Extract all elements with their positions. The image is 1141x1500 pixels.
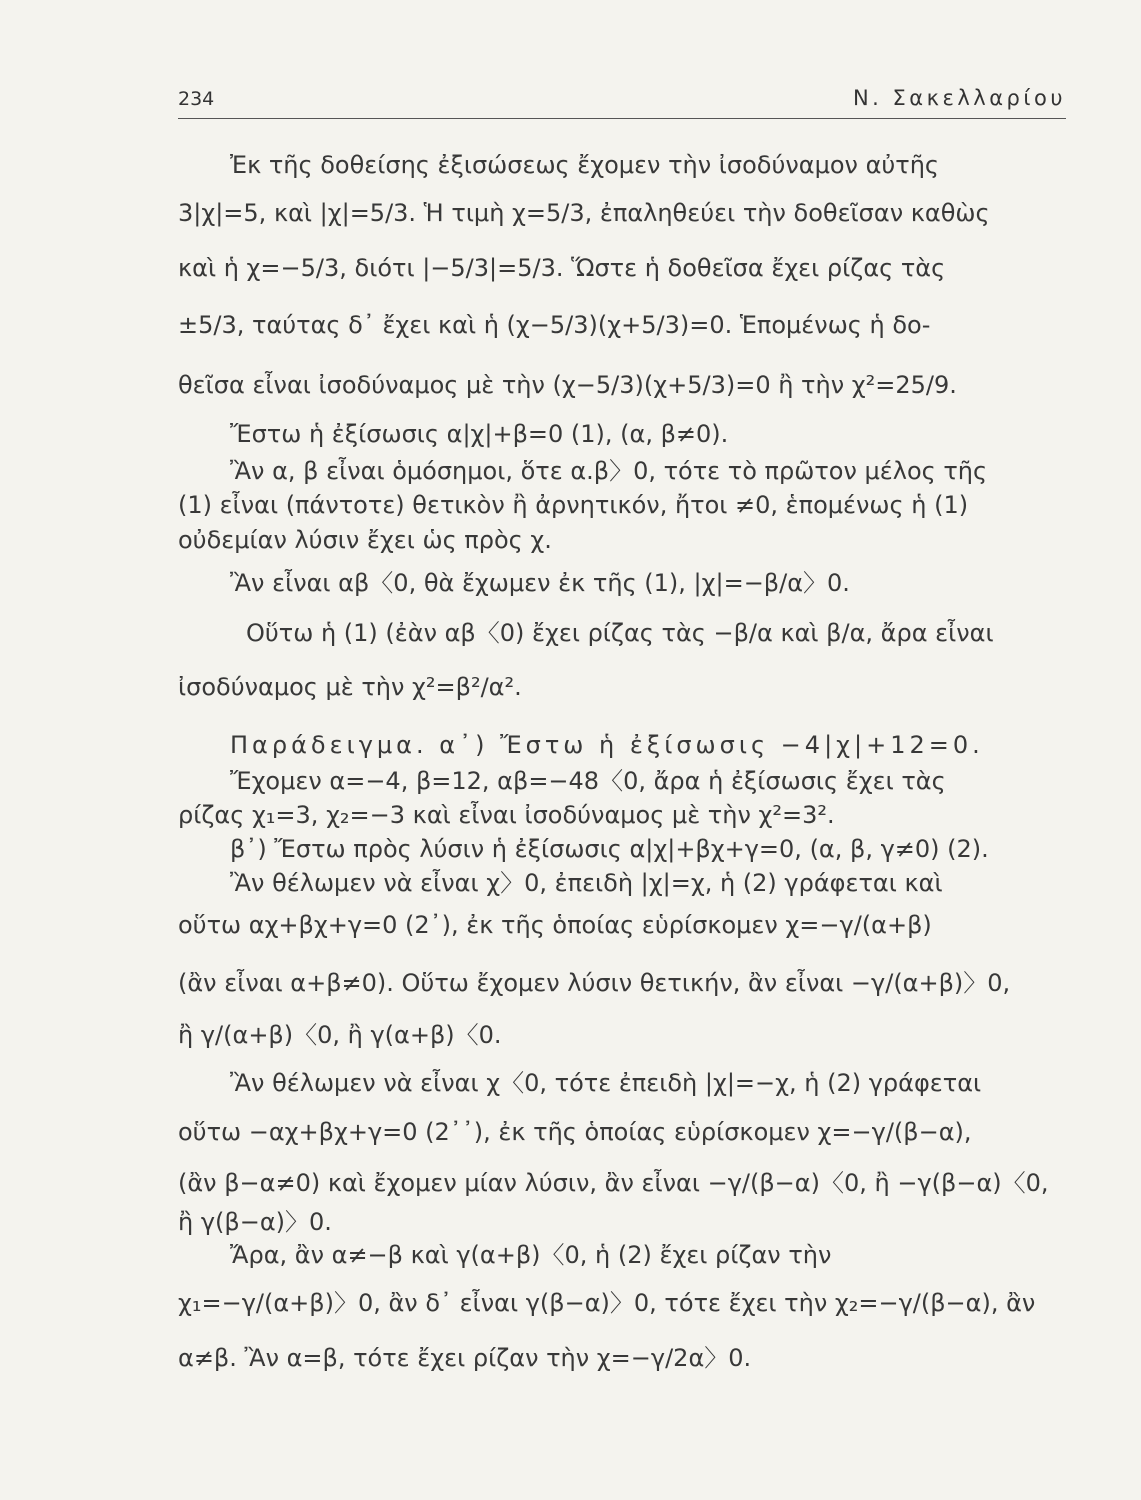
text-line: ἰσοδύναμος μὲ τὴν χ²=β²/α².: [178, 673, 522, 701]
text-line: Ἂν θέλωμεν νὰ εἶναι χ〉0, ἐπειδὴ |χ|=χ, ἡ (2) γράφεται καὶ: [230, 869, 943, 897]
text-line: Ἄρα, ἂν α≠−β καὶ γ(α+β)〈0, ἡ (2) ἔχει ρίζαν τὴν: [230, 1241, 832, 1269]
text-line: οὕτω −αχ+βχ+γ=0 (2᾽᾽), ἐκ τῆς ὁποίας εὑρίσκομεν χ=−γ/(β−α),: [178, 1118, 972, 1146]
text-line: Οὕτω ἡ (1) (ἐὰν αβ〈0) ἔχει ρίζας τὰς −β/α καὶ β/α, ἄρα εἶναι: [246, 619, 994, 647]
text-line: οὐδεμίαν λύσιν ἔχει ὡς πρὸς χ.: [178, 526, 552, 554]
text-line: Παράδειγμα. α᾽) Ἔστω ἡ ἐξίσωσις −4|χ|+12=0.: [230, 731, 984, 759]
text-line: Ἂν εἶναι αβ〈0, θὰ ἔχωμεν ἐκ τῆς (1), |χ|=−β/α〉0.: [230, 569, 850, 597]
text-line: Ἂν α, β εἶναι ὁμόσημοι, ὅτε α.β〉0, τότε τὸ πρῶτον μέλος τῆς: [230, 457, 988, 485]
text-line: α≠β. Ἂν α=β, τότε ἔχει ρίζαν τὴν χ=−γ/2α〉0.: [178, 1344, 752, 1372]
text-line: χ₁=−γ/(α+β)〉0, ἂν δ᾽ εἶναι γ(β−α)〉0, τότε ἔχει τὴν χ₂=−γ/(β−α), ἂν: [178, 1289, 1036, 1317]
text-line: Ἔχομεν α=−4, β=12, αβ=−48〈0, ἄρα ἡ ἐξίσωσις ἔχει τὰς: [230, 767, 946, 795]
text-line: ἢ γ(β−α)〉0.: [178, 1208, 332, 1236]
text-line: (ἂν εἶναι α+β≠0). Οὕτω ἔχομεν λύσιν θετικήν, ἂν εἶναι −γ/(α+β)〉0,: [178, 969, 1011, 997]
text-line: οὕτω αχ+βχ+γ=0 (2᾽), ἐκ τῆς ὁποίας εὑρίσκομεν χ=−γ/(α+β): [178, 911, 932, 939]
text-line: Ἔστω ἡ ἐξίσωσις α|χ|+β=0 (1), (α, β≠0).: [230, 420, 729, 448]
text-line: καὶ ἡ χ=−5/3, διότι |−5/3|=5/3. Ὥστε ἡ δοθεῖσα ἔχει ρίζας τὰς: [178, 254, 946, 282]
page-header: [178, 86, 1066, 119]
text-line: (ἂν β−α≠0) καὶ ἔχομεν μίαν λύσιν, ἂν εἶναι −γ/(β−α)〈0, ἢ −γ(β−α)〈0,: [178, 1169, 1049, 1197]
running-head: Ν. Σακελλαρίου: [852, 86, 1066, 110]
text-line: ±5/3, ταύτας δ᾽ ἔχει καὶ ἡ (χ−5/3)(χ+5/3)=0. Ἑπομένως ἡ δο-: [178, 311, 931, 339]
page-number: 234: [178, 88, 215, 110]
text-line: 3|χ|=5, καὶ |χ|=5/3. Ἡ τιμὴ χ=5/3, ἐπαληθεύει τὴν δοθεῖσαν καθὼς: [178, 199, 990, 227]
text-line: Ἐκ τῆς δοθείσης ἐξισώσεως ἔχομεν τὴν ἰσοδύναμον αὐτῆς: [230, 151, 940, 179]
text-line: ρίζας χ₁=3, χ₂=−3 καὶ εἶναι ἰσοδύναμος μὲ τὴν χ²=3².: [178, 801, 835, 829]
text-line: (1) εἶναι (πάντοτε) θετικὸν ἢ ἀρνητικόν, ἤτοι ≠0, ἑπομένως ἡ (1): [178, 491, 969, 519]
text-line: θεῖσα εἶναι ἰσοδύναμος μὲ τὴν (χ−5/3)(χ+5/3)=0 ἢ τὴν χ²=25/9.: [178, 371, 957, 399]
text-line: ἢ γ/(α+β)〈0, ἢ γ(α+β)〈0.: [178, 1021, 502, 1049]
text-line: Ἂν θέλωμεν νὰ εἶναι χ〈0, τότε ἐπειδὴ |χ|=−χ, ἡ (2) γράφεται: [230, 1069, 982, 1097]
text-line: β᾽) Ἔστω πρὸς λύσιν ἡ ἐξίσωσις α|χ|+βχ+γ=0, (α, β, γ≠0) (2).: [230, 835, 989, 863]
